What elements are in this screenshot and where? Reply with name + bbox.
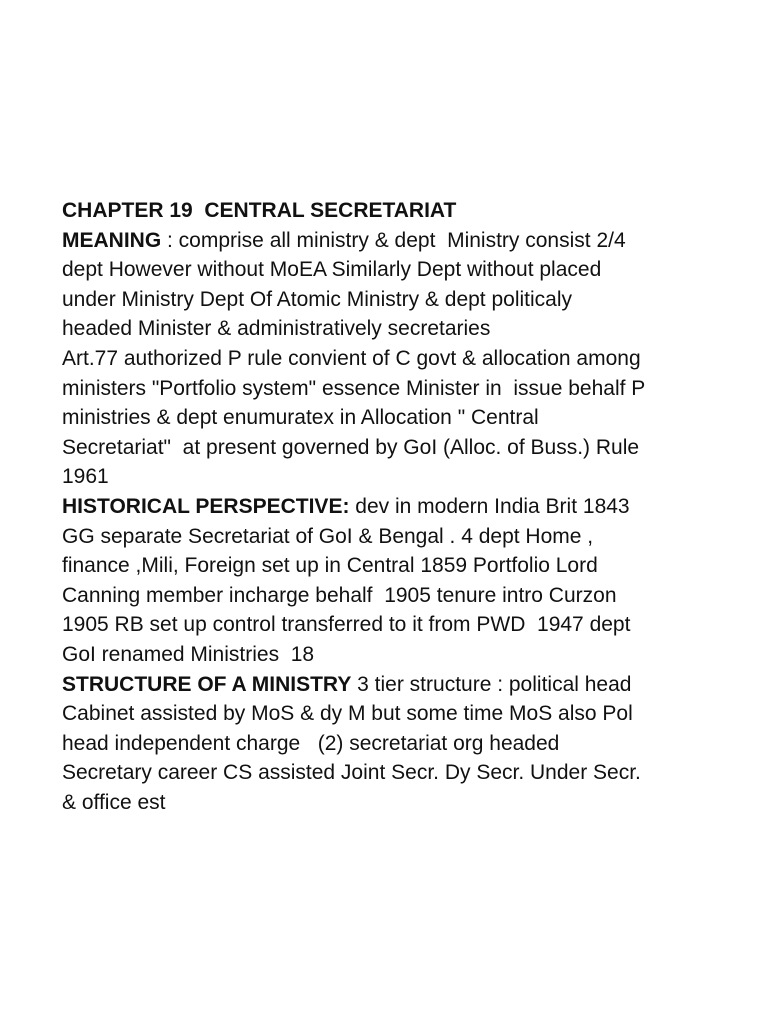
historical-text: dev in modern India Brit 1843 bbox=[349, 494, 630, 518]
historical-line-5: 1905 RB set up control transferred to it from PWD 1947 dept bbox=[62, 613, 631, 637]
meaning-line-9: 1961 bbox=[62, 465, 109, 489]
document-body bbox=[62, 196, 752, 817]
meaning-line-7: ministries & dept enumuratex in Allocation " Central bbox=[62, 406, 539, 430]
historical-line-2: GG separate Secretariat of GoI & Bengal . 4 dept Home , bbox=[62, 524, 594, 548]
meaning-line-5: Art.77 authorized P rule convient of C govt & allocation among bbox=[62, 346, 641, 370]
structure-line-4: Secretary career CS assisted Joint Secr. Dy Secr. Under Secr. bbox=[62, 761, 641, 785]
meaning-heading: MEANING bbox=[62, 228, 162, 252]
structure-line-5: & office est bbox=[62, 790, 166, 814]
historical-line-3: finance ,Mili, Foreign set up in Central 1859 Portfolio Lord bbox=[62, 554, 598, 578]
meaning-line-2: dept However without MoEA Similarly Dept without placed bbox=[62, 258, 602, 282]
historical-line-6: GoI renamed Ministries 18 bbox=[62, 642, 315, 666]
meaning-text: : comprise all ministry & dept Ministry consist 2/4 bbox=[161, 228, 626, 252]
structure-heading: STRUCTURE OF A MINISTRY bbox=[62, 672, 352, 696]
meaning-line-8: Secretariat" at present governed by GoI (Alloc. of Buss.) Rule bbox=[62, 435, 640, 459]
structure-line-2: Cabinet assisted by MoS & dy M but some time MoS also Pol bbox=[62, 702, 633, 726]
meaning-line-1 bbox=[62, 226, 752, 256]
structure-line-3: head independent charge (2) secretariat org headed bbox=[62, 731, 560, 755]
meaning-line-6: ministers "Portfolio system" essence Minister in issue behalf P bbox=[62, 376, 646, 400]
meaning-line-4: headed Minister & administratively secretaries bbox=[62, 317, 491, 341]
meaning-line-3: under Ministry Dept Of Atomic Ministry & dept politicaly bbox=[62, 287, 573, 311]
chapter-title: CHAPTER 19 CENTRAL SECRETARIAT bbox=[62, 199, 457, 222]
structure-text: 3 tier structure : political head bbox=[351, 672, 632, 696]
historical-line-1 bbox=[62, 492, 752, 522]
historical-heading: HISTORICAL PERSPECTIVE: bbox=[62, 494, 350, 518]
historical-line-4: Canning member incharge behalf 1905 tenure intro Curzon bbox=[62, 583, 617, 607]
structure-line-1 bbox=[62, 670, 752, 700]
